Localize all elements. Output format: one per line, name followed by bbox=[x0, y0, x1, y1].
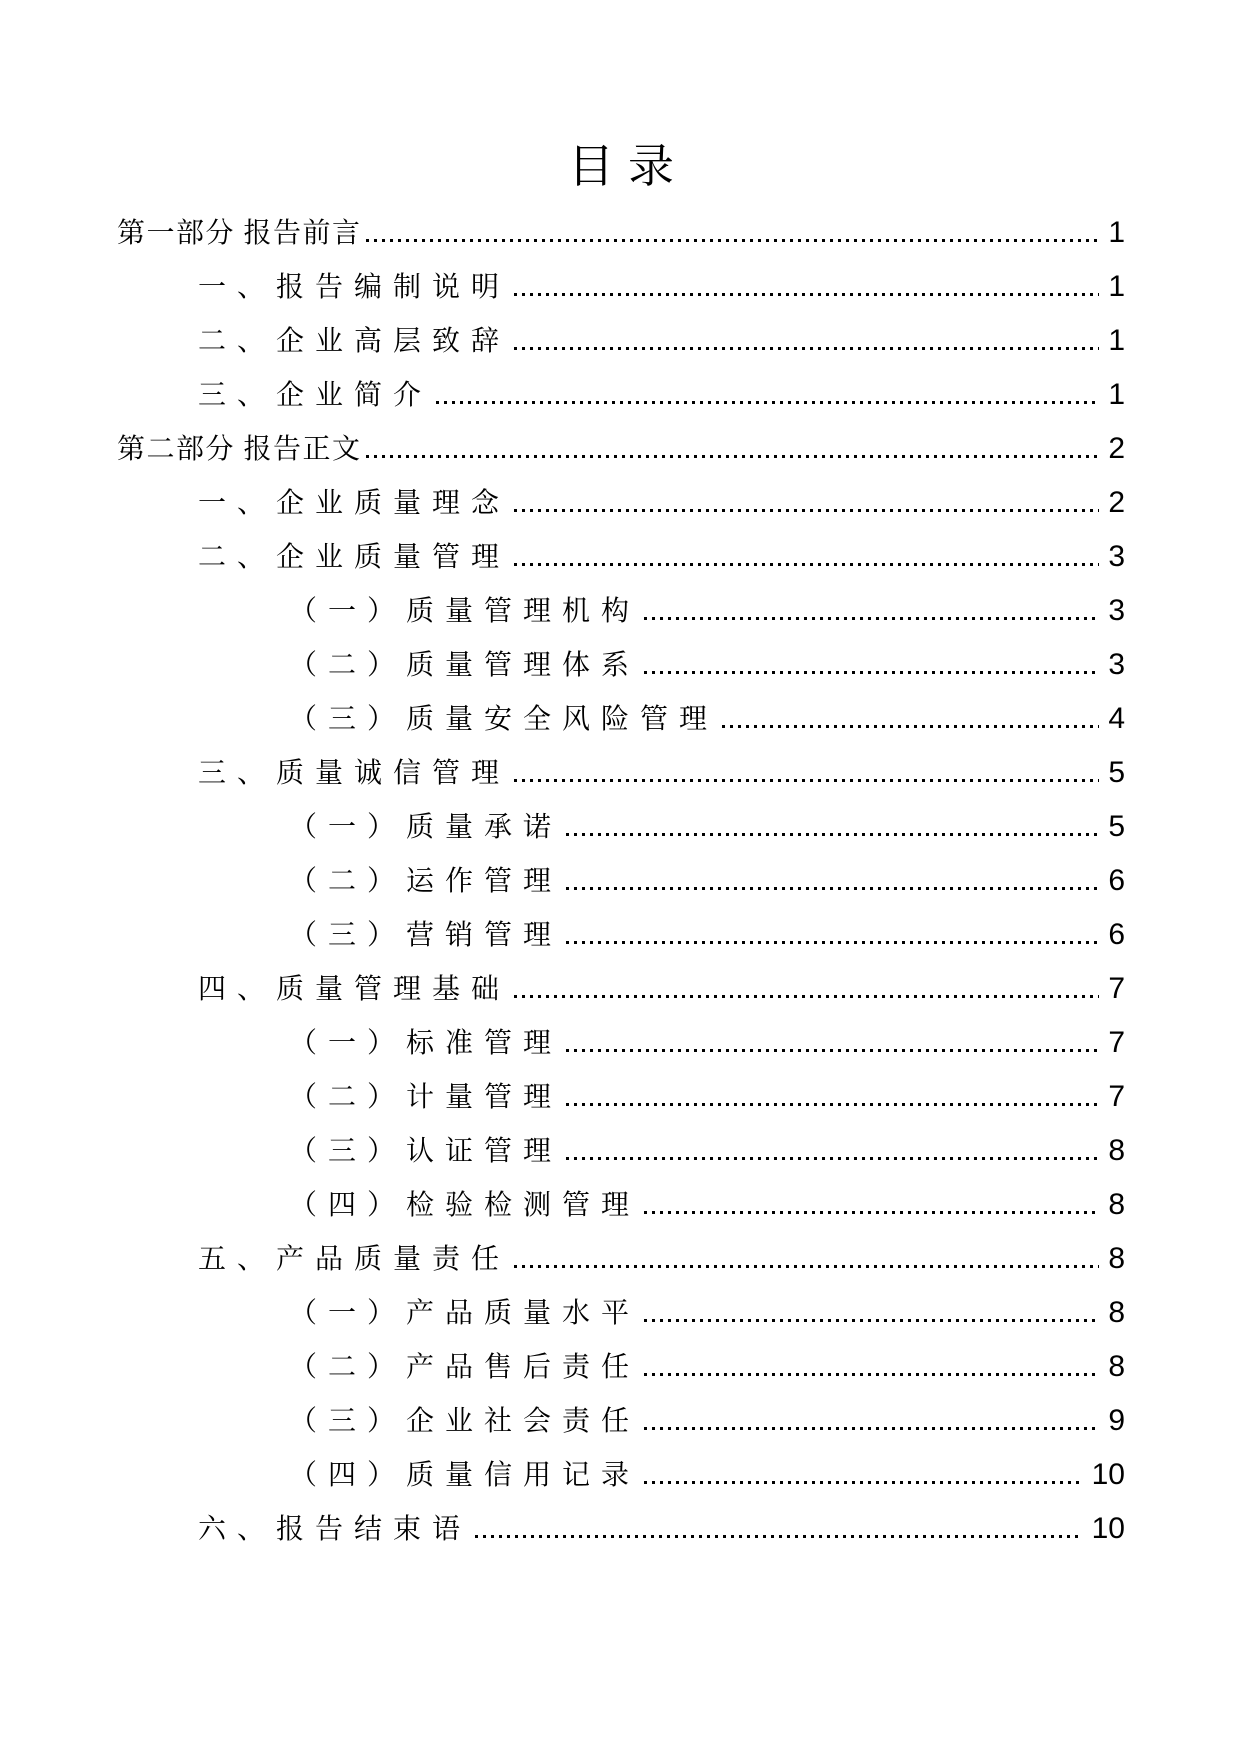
dot-leader bbox=[514, 509, 1099, 512]
toc-entry-page-number: 1 bbox=[1108, 270, 1125, 303]
toc-entry-page-number: 2 bbox=[1108, 432, 1125, 465]
toc-entry[interactable] bbox=[117, 1287, 1125, 1341]
toc-entry[interactable] bbox=[117, 1395, 1125, 1449]
toc-entry-page-number: 5 bbox=[1108, 810, 1125, 843]
toc-list bbox=[117, 207, 1125, 1557]
toc-entry-label: （二）产品售后责任 bbox=[289, 1352, 641, 1383]
toc-entry-label: （一）产品质量水平 bbox=[289, 1298, 641, 1329]
toc-entry[interactable] bbox=[117, 1071, 1125, 1125]
toc-entry[interactable] bbox=[117, 261, 1125, 315]
dot-leader bbox=[475, 1535, 1083, 1538]
toc-entry-page-number: 9 bbox=[1108, 1404, 1125, 1437]
dot-leader bbox=[366, 455, 1100, 458]
toc-entry[interactable] bbox=[117, 315, 1125, 369]
toc-entry-page-number: 7 bbox=[1108, 1026, 1125, 1059]
toc-entry-label: 二、企业高层致辞 bbox=[198, 326, 511, 357]
dot-leader bbox=[644, 1211, 1099, 1214]
toc-entry-page-number: 8 bbox=[1108, 1134, 1125, 1167]
toc-entry-page-number: 7 bbox=[1108, 972, 1125, 1005]
toc-entry-label: （二）质量管理体系 bbox=[289, 650, 641, 681]
toc-entry[interactable] bbox=[117, 693, 1125, 747]
toc-entry-label: （四）质量信用记录 bbox=[289, 1460, 641, 1491]
toc-entry[interactable] bbox=[117, 1503, 1125, 1557]
toc-entry[interactable] bbox=[117, 423, 1125, 477]
toc-entry-label: 六、报告结束语 bbox=[198, 1514, 472, 1545]
dot-leader bbox=[514, 779, 1099, 782]
toc-entry-page-number: 1 bbox=[1108, 378, 1125, 411]
dot-leader bbox=[644, 1319, 1099, 1322]
toc-entry-label: （三）认证管理 bbox=[289, 1136, 563, 1167]
toc-entry-label: （二）运作管理 bbox=[289, 866, 563, 897]
toc-entry-label: （二）计量管理 bbox=[289, 1082, 563, 1113]
toc-entry[interactable] bbox=[117, 369, 1125, 423]
toc-entry-page-number: 6 bbox=[1108, 864, 1125, 897]
toc-entry[interactable] bbox=[117, 1449, 1125, 1503]
toc-entry-label: 一、报告编制说明 bbox=[198, 272, 511, 303]
toc-entry-label: （一）质量管理机构 bbox=[289, 596, 641, 627]
toc-entry-label: （一）质量承诺 bbox=[289, 812, 563, 843]
toc-entry-page-number: 1 bbox=[1108, 324, 1125, 357]
toc-entry-label: 五、产品质量责任 bbox=[198, 1244, 511, 1275]
toc-entry-page-number: 10 bbox=[1091, 1458, 1125, 1491]
toc-entry-label: （三）营销管理 bbox=[289, 920, 563, 951]
dot-leader bbox=[366, 239, 1100, 242]
dot-leader bbox=[566, 1103, 1099, 1106]
toc-entry[interactable] bbox=[117, 207, 1125, 261]
dot-leader bbox=[644, 617, 1099, 620]
toc-entry-label: 三、质量诚信管理 bbox=[198, 758, 511, 789]
toc-entry[interactable] bbox=[117, 585, 1125, 639]
dot-leader bbox=[514, 563, 1099, 566]
toc-entry-page-number: 6 bbox=[1108, 918, 1125, 951]
dot-leader bbox=[566, 1049, 1099, 1052]
toc-entry-page-number: 8 bbox=[1108, 1188, 1125, 1221]
toc-entry[interactable] bbox=[117, 963, 1125, 1017]
dot-leader bbox=[644, 1427, 1099, 1430]
dot-leader bbox=[514, 293, 1099, 296]
dot-leader bbox=[644, 1481, 1083, 1484]
dot-leader bbox=[722, 725, 1099, 728]
dot-leader bbox=[514, 1265, 1099, 1268]
dot-leader bbox=[514, 347, 1099, 350]
toc-entry-page-number: 5 bbox=[1108, 756, 1125, 789]
dot-leader bbox=[566, 941, 1099, 944]
toc-entry-label: （一）标准管理 bbox=[289, 1028, 563, 1059]
toc-entry-page-number: 7 bbox=[1108, 1080, 1125, 1113]
dot-leader bbox=[644, 1373, 1099, 1376]
toc-entry-label: 第一部分 报告前言 bbox=[117, 218, 362, 249]
dot-leader bbox=[566, 887, 1099, 890]
toc-entry[interactable] bbox=[117, 1017, 1125, 1071]
toc-title: 目录 bbox=[568, 141, 688, 192]
toc-entry-page-number: 3 bbox=[1108, 540, 1125, 573]
toc-entry[interactable] bbox=[117, 747, 1125, 801]
toc-entry-label: 四、质量管理基础 bbox=[198, 974, 511, 1005]
toc-entry-page-number: 8 bbox=[1108, 1296, 1125, 1329]
toc-entry-page-number: 8 bbox=[1108, 1242, 1125, 1275]
toc-entry[interactable] bbox=[117, 1125, 1125, 1179]
toc-entry-label: （三）质量安全风险管理 bbox=[289, 704, 719, 735]
toc-entry[interactable] bbox=[117, 531, 1125, 585]
dot-leader bbox=[566, 833, 1099, 836]
dot-leader bbox=[514, 995, 1099, 998]
toc-entry-page-number: 1 bbox=[1108, 216, 1125, 249]
toc-entry-label: （四）检验检测管理 bbox=[289, 1190, 641, 1221]
toc-entry-label: 二、企业质量管理 bbox=[198, 542, 511, 573]
toc-entry-page-number: 10 bbox=[1091, 1512, 1125, 1545]
toc-entry-page-number: 3 bbox=[1108, 648, 1125, 681]
dot-leader bbox=[644, 671, 1099, 674]
toc-entry-label: 三、企业简介 bbox=[198, 380, 433, 411]
toc-entry[interactable] bbox=[117, 801, 1125, 855]
toc-entry-page-number: 8 bbox=[1108, 1350, 1125, 1383]
toc-entry-page-number: 2 bbox=[1108, 486, 1125, 519]
toc-entry[interactable] bbox=[117, 855, 1125, 909]
toc-entry-label: 一、企业质量理念 bbox=[198, 488, 511, 519]
toc-entry-page-number: 4 bbox=[1108, 702, 1125, 735]
toc-entry[interactable] bbox=[117, 1233, 1125, 1287]
toc-entry-label: （三）企业社会责任 bbox=[289, 1406, 641, 1437]
toc-entry[interactable] bbox=[117, 1341, 1125, 1395]
dot-leader bbox=[566, 1157, 1099, 1160]
dot-leader bbox=[436, 401, 1099, 404]
toc-entry[interactable] bbox=[117, 477, 1125, 531]
toc-entry-page-number: 3 bbox=[1108, 594, 1125, 627]
toc-entry[interactable] bbox=[117, 1179, 1125, 1233]
toc-entry-label: 第二部分 报告正文 bbox=[117, 434, 362, 465]
toc-entry[interactable] bbox=[117, 639, 1125, 693]
toc-entry[interactable] bbox=[117, 909, 1125, 963]
